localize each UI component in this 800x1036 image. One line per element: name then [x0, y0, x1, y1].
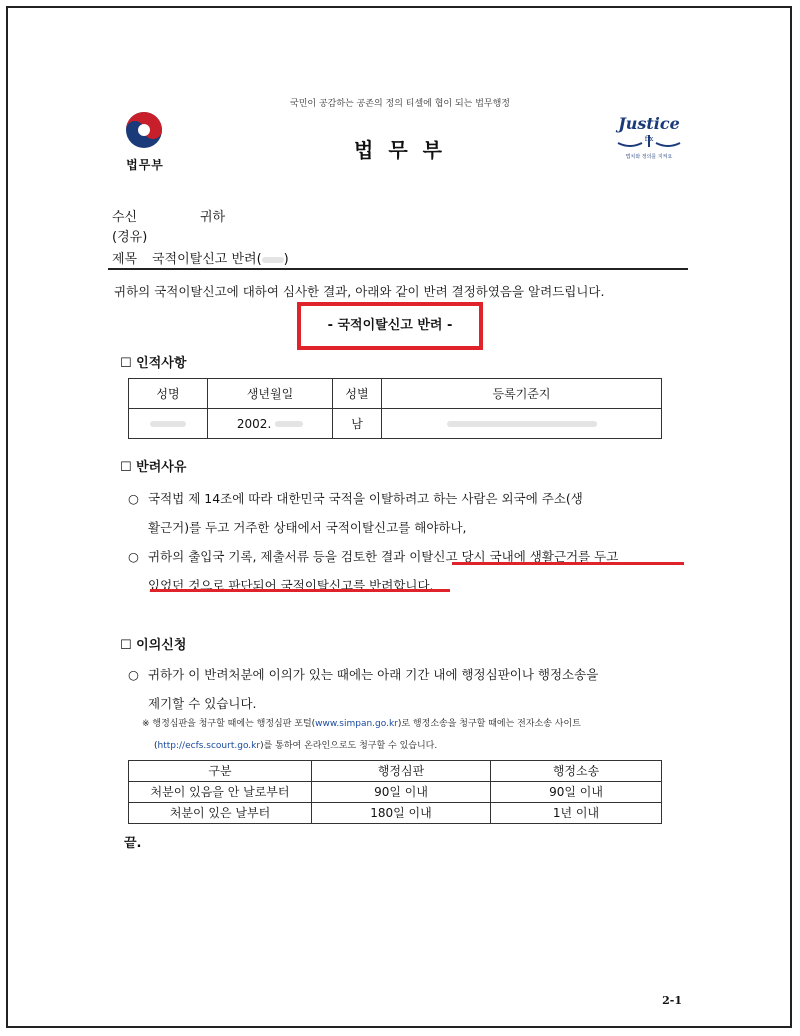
end-mark: 끝.	[124, 836, 142, 851]
justice-logo-caption: 법치와 정의를 지켜요	[625, 154, 673, 160]
justice-logo-sub: fix	[644, 135, 654, 143]
slogan: 국민이 공감하는 공존의 정의 티셀에 협이 되는 법무행정	[290, 99, 510, 109]
table-row	[129, 409, 662, 439]
header-birthdate: 생년월일	[208, 379, 333, 409]
header-registration: 등록기준지	[382, 379, 662, 409]
highlight-underline-2	[150, 589, 450, 592]
justice-logo	[612, 114, 686, 160]
simpan-link[interactable]: www.simpan.go.kr	[315, 719, 398, 729]
highlight-underline-1	[452, 562, 684, 565]
reason-item-2: ○ 귀하의 출입국 기록, 제출서류 등을 검토한 결과 이탈신고 당시 국내에 생활근거를 두고 있었던 것으로 판단되어 국적이탈신고를 반려합니다.	[128, 542, 618, 600]
table-header-row	[129, 761, 662, 782]
recipient-label: 수신	[112, 210, 138, 225]
logo-label: 법무부	[126, 158, 164, 172]
table-row: 처분이 있음을 안 날로부터 90일 이내 90일 이내	[129, 782, 662, 803]
rejection-title-box: - 국적이탈신고 반려 -	[297, 302, 483, 350]
reasons-heading: ☐ 반려사유	[120, 460, 187, 475]
header-sex: 성별	[333, 379, 382, 409]
cell-birthdate: 2002.	[208, 409, 333, 439]
circle-bullet-icon: ○	[128, 667, 139, 682]
header-admin-litigation: 행정소송	[491, 761, 662, 782]
personal-info-heading: ☐ 인적사항	[120, 356, 187, 371]
table-header-row	[129, 379, 662, 409]
justice-logo-text: Justice	[618, 114, 680, 133]
cell-registration	[382, 409, 662, 439]
circle-bullet-icon: ○	[128, 491, 139, 506]
recipient-suffix: 귀하	[200, 210, 226, 225]
via-label: (경유)	[112, 230, 148, 245]
subject-label: 제목	[112, 252, 138, 267]
appeal-note-line-2: (http://ecfs.scourt.go.kr)를 통하여 온라인으로도 청구할 수 있습니다.	[154, 741, 438, 751]
table-row: 처분이 있은 날부터 180일 이내 1년 이내	[129, 803, 662, 824]
ecfs-link[interactable]: http://ecfs.scourt.go.kr	[157, 741, 261, 751]
scales-icon	[614, 133, 684, 149]
header-name: 성명	[129, 379, 208, 409]
personal-info-table	[128, 378, 662, 439]
intro-text: 귀하의 국적이탈신고에 대하여 심사한 결과, 아래와 같이 반려 결정하였음을 알려드립니다.	[114, 284, 605, 299]
header-category: 구분	[129, 761, 312, 782]
cell-sex: 남	[333, 409, 382, 439]
cell-name	[129, 409, 208, 439]
circle-bullet-icon: ○	[128, 549, 139, 564]
appeal-period-table	[128, 760, 662, 824]
ministry-title: 법 무 부	[354, 138, 446, 162]
subject-text: 국적이탈신고 반려( )	[152, 252, 289, 267]
header-admin-trial: 행정심판	[312, 761, 491, 782]
page-number: 2-1	[662, 994, 682, 1007]
header-divider	[108, 268, 688, 270]
appeal-note-line-1: ※ 행정심판을 청구할 때에는 행정심판 포털(www.simpan.go.kr)로 행정소송을 청구할 때에는 전자소송 사이트	[142, 719, 581, 729]
reason-item-1: ○ 국적법 제 14조에 따라 대한민국 국적을 이탈하려고 하는 사람은 외국에 주소(생 활근거)를 두고 거주한 상태에서 국적이탈신고를 해야하나,	[128, 484, 583, 542]
appeal-heading: ☐ 이의신청	[120, 638, 187, 653]
appeal-item: ○ 귀하가 이 반려처분에 이의가 있는 때에는 아래 기간 내에 행정심판이나 행정소송을 제기할 수 있습니다.	[128, 660, 598, 718]
